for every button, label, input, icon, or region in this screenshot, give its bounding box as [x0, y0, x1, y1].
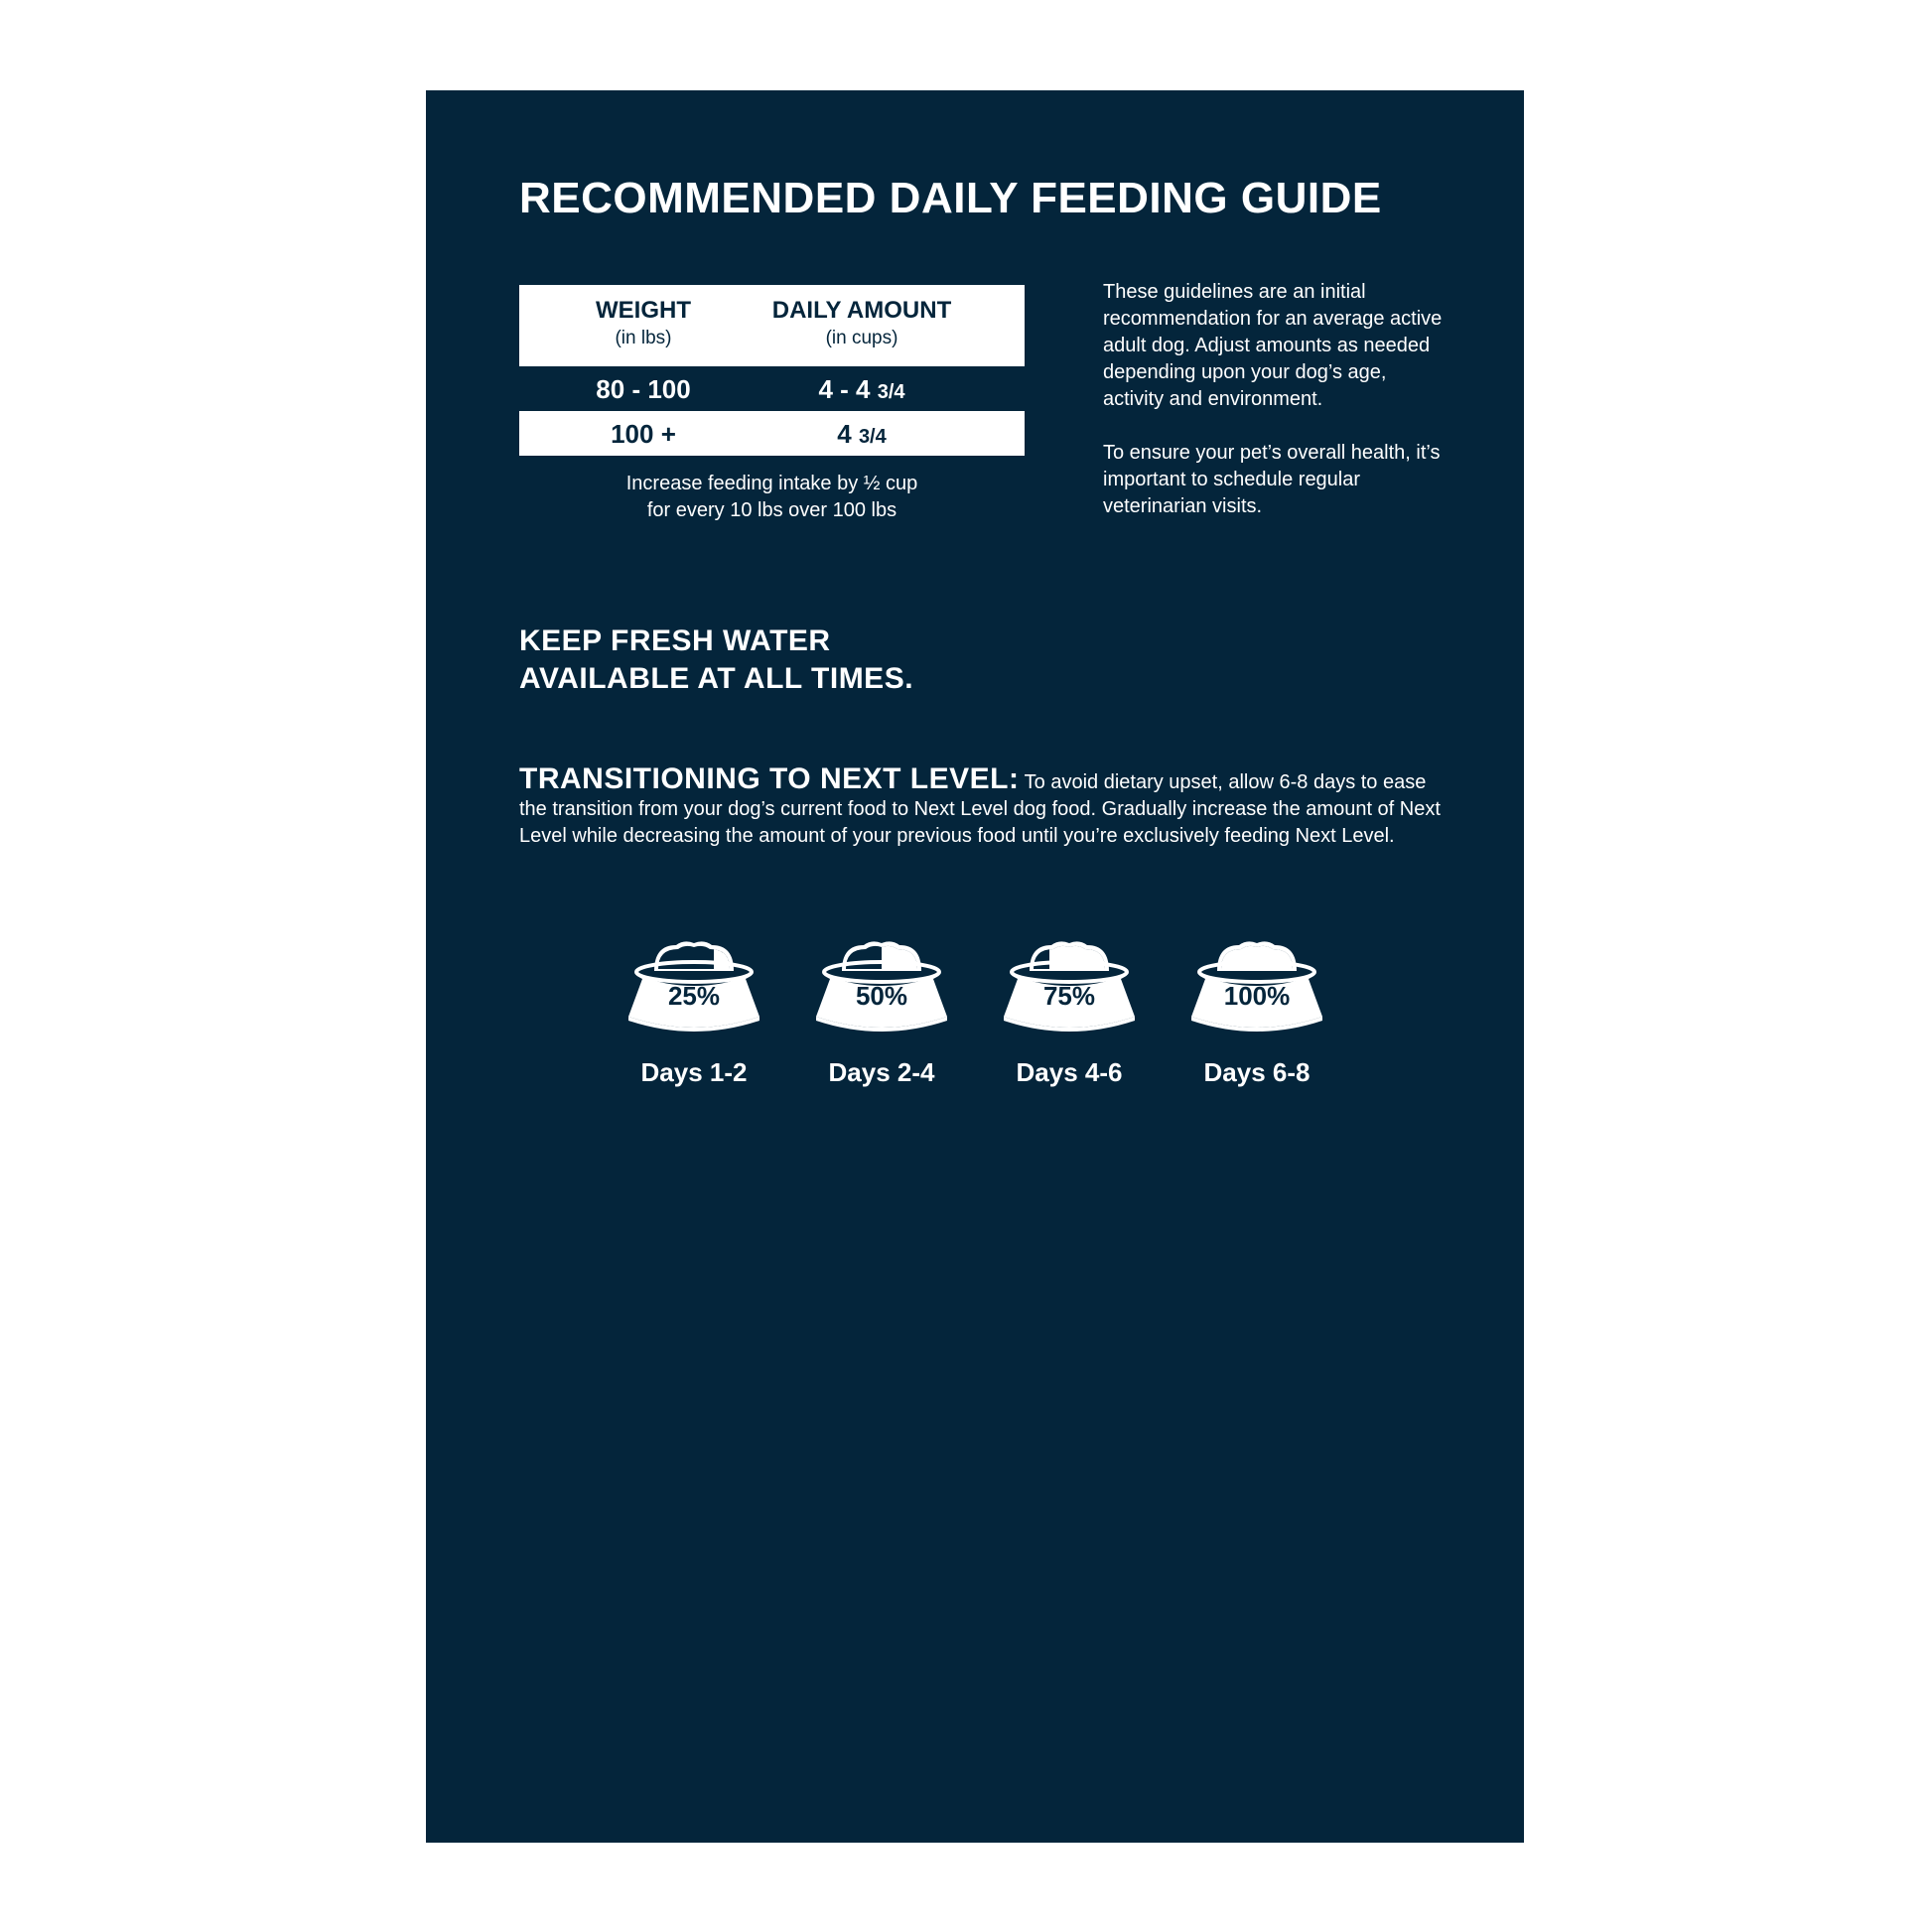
header-amount — [748, 297, 976, 349]
bowl-percent: 25% — [667, 981, 721, 1011]
bowl-days: Days 2-4 — [828, 1057, 935, 1087]
transition-section — [519, 762, 1452, 850]
bowl-percent: 100% — [1223, 981, 1291, 1011]
header-amount-label: DAILY AMOUNT — [771, 297, 952, 324]
cell-amount-whole: 4 - 4 — [818, 374, 871, 404]
cell-amount-fraction: 3/4 — [877, 381, 905, 403]
transition-heading: TRANSITIONING TO NEXT LEVEL: — [519, 762, 1020, 795]
table-row — [519, 366, 1025, 411]
cell-amount-whole: 4 — [837, 419, 852, 449]
cell-amount-fraction: 3/4 — [858, 426, 887, 448]
feeding-table — [519, 285, 1025, 456]
bowl-step — [807, 939, 956, 1088]
cell-weight: 100 + — [611, 419, 676, 449]
water-notice — [519, 622, 1115, 698]
water-notice-line: AVAILABLE AT ALL TIMES. — [519, 662, 914, 695]
bowl-step — [1182, 939, 1331, 1088]
bowl-days: Days 6-8 — [1203, 1057, 1311, 1087]
bowl-step — [995, 939, 1144, 1088]
cell-amount — [748, 374, 976, 405]
feeding-note — [519, 471, 1025, 524]
transition-text: To avoid dietary upset, allow 6-8 days to ease the transition from your dog’s current food to Next Level dog food. Gradually increase the amount of Next Level while decreasing the amount of your previous food until you’re exclusively feeding Next Level. — [519, 771, 1441, 847]
guideline-paragraph: These guidelines are an initial recommendation for an average active adult dog. Adjust amounts as needed depending upon your dog’s age, activity and environment. — [1103, 281, 1443, 410]
feeding-note-line: for every 10 lbs over 100 lbs — [646, 499, 897, 521]
bowl-days: Days 4-6 — [1016, 1057, 1123, 1087]
water-notice-line: KEEP FRESH WATER — [519, 624, 831, 657]
header-weight-unit: (in lbs) — [615, 328, 672, 348]
table-row — [519, 411, 1025, 456]
header-weight-label: WEIGHT — [596, 297, 691, 324]
header-amount-unit: (in cups) — [825, 328, 898, 348]
bowl-days: Days 1-2 — [640, 1057, 748, 1087]
bowl-step — [620, 939, 768, 1088]
guideline-text — [1103, 279, 1450, 547]
header-weight — [559, 297, 728, 349]
cell-weight: 80 - 100 — [596, 374, 691, 404]
feeding-note-line: Increase feeding intake by ½ cup — [625, 473, 918, 494]
bowl-percent: 50% — [855, 981, 908, 1011]
transition-bowls — [620, 939, 1314, 1118]
guideline-paragraph: To ensure your pet’s overall health, it’s important to schedule regular veterinarian visits. — [1103, 442, 1441, 517]
cell-amount — [748, 419, 976, 450]
bowl-percent: 75% — [1042, 981, 1096, 1011]
feeding-guide-panel — [426, 90, 1524, 1843]
table-header — [519, 285, 1025, 366]
page-title: RECOMMENDED DAILY FEEDING GUIDE — [519, 174, 1382, 222]
